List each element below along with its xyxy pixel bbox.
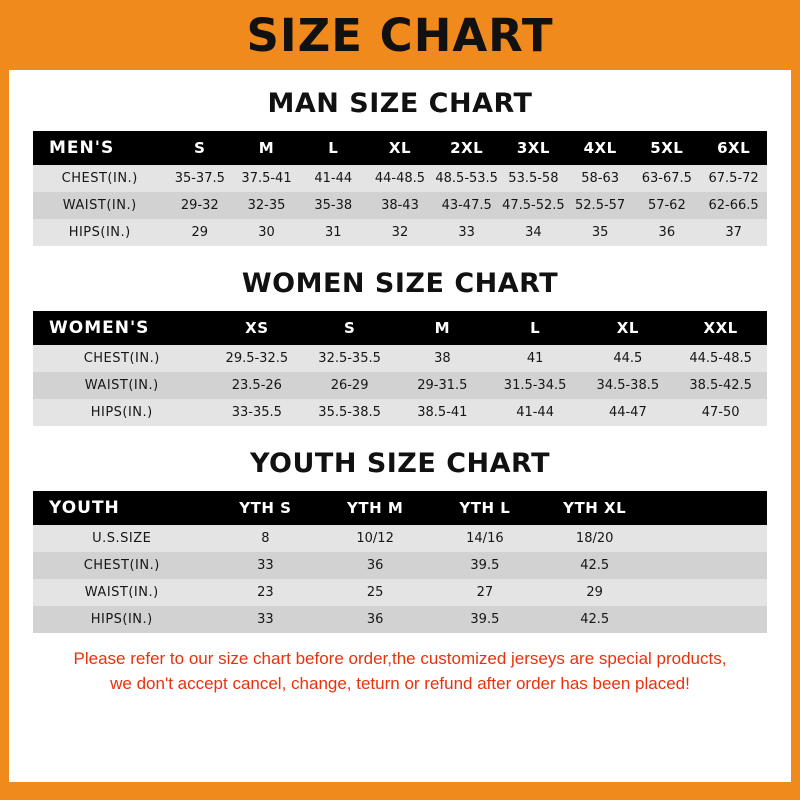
table-row bbox=[33, 399, 767, 426]
man-row2-cell7: 35 bbox=[567, 219, 634, 246]
women-header-cell-2: S bbox=[303, 311, 396, 345]
man-row0-cell1: 35-37.5 bbox=[166, 165, 233, 192]
man-row0-cell5: 48.5-53.5 bbox=[433, 165, 500, 192]
man-row0-cell6: 53.5-58 bbox=[500, 165, 567, 192]
table-row bbox=[33, 552, 767, 579]
youth-size-table bbox=[33, 491, 767, 633]
man-header-cell-7: 4XL bbox=[567, 131, 634, 165]
man-table-header bbox=[33, 131, 767, 165]
youth-header-cell-2: YTH M bbox=[320, 491, 430, 525]
women-row0-cell2: 32.5-35.5 bbox=[303, 345, 396, 372]
man-row1-cell6: 47.5-52.5 bbox=[500, 192, 567, 219]
table-row bbox=[33, 579, 767, 606]
table-row bbox=[33, 606, 767, 633]
chart-content bbox=[9, 70, 791, 782]
youth-row0-cell3: 14/16 bbox=[430, 525, 540, 552]
man-row2-cell2: 30 bbox=[233, 219, 300, 246]
table-row bbox=[33, 165, 767, 192]
youth-row3-cell4: 42.5 bbox=[540, 606, 650, 633]
man-row0-cell9: 67.5-72 bbox=[700, 165, 767, 192]
man-header-cell-5: 2XL bbox=[433, 131, 500, 165]
man-row1-cell7: 52.5-57 bbox=[567, 192, 634, 219]
women-header-cell-5: XL bbox=[581, 311, 674, 345]
youth-row1-cell1: 33 bbox=[210, 552, 320, 579]
man-row1-cell1: 29-32 bbox=[166, 192, 233, 219]
table-row bbox=[33, 345, 767, 372]
man-header-cell-2: M bbox=[233, 131, 300, 165]
women-row2-cell5: 44-47 bbox=[581, 399, 674, 426]
man-row0-cell7: 58-63 bbox=[567, 165, 634, 192]
man-row1-cell0: WAIST(IN.) bbox=[33, 192, 166, 219]
youth-table-body bbox=[33, 525, 767, 633]
women-table-header bbox=[33, 311, 767, 345]
man-header-cell-9: 6XL bbox=[700, 131, 767, 165]
table-header-row bbox=[33, 491, 767, 525]
women-row0-cell6: 44.5-48.5 bbox=[674, 345, 767, 372]
women-row0-cell0: CHEST(IN.) bbox=[33, 345, 210, 372]
youth-row2-spacer bbox=[650, 579, 767, 606]
youth-header-cell-1: YTH S bbox=[210, 491, 320, 525]
order-notice-line-2: we don't accept cancel, change, teturn or refund after order has been placed! bbox=[110, 673, 690, 693]
youth-row3-cell2: 36 bbox=[320, 606, 430, 633]
youth-row1-cell0: CHEST(IN.) bbox=[33, 552, 210, 579]
women-section-title: WOMEN SIZE CHART bbox=[241, 268, 559, 299]
women-row0-cell4: 41 bbox=[489, 345, 582, 372]
youth-row1-cell4: 42.5 bbox=[540, 552, 650, 579]
women-row1-cell2: 26-29 bbox=[303, 372, 396, 399]
man-row2-cell6: 34 bbox=[500, 219, 567, 246]
man-row0-cell4: 44-48.5 bbox=[367, 165, 434, 192]
man-row2-cell9: 37 bbox=[700, 219, 767, 246]
youth-table-header bbox=[33, 491, 767, 525]
women-row1-cell4: 31.5-34.5 bbox=[489, 372, 582, 399]
youth-row2-cell2: 25 bbox=[320, 579, 430, 606]
women-row1-cell0: WAIST(IN.) bbox=[33, 372, 210, 399]
women-row0-cell5: 44.5 bbox=[581, 345, 674, 372]
youth-row0-cell4: 18/20 bbox=[540, 525, 650, 552]
man-row0-cell2: 37.5-41 bbox=[233, 165, 300, 192]
bottom-accent-bar bbox=[9, 782, 791, 800]
youth-row3-cell3: 39.5 bbox=[430, 606, 540, 633]
women-row2-cell6: 47-50 bbox=[674, 399, 767, 426]
man-header-cell-1: S bbox=[166, 131, 233, 165]
page-banner bbox=[9, 0, 791, 70]
women-row0-cell3: 38 bbox=[396, 345, 489, 372]
youth-header-cell-3: YTH L bbox=[430, 491, 540, 525]
table-header-row bbox=[33, 131, 767, 165]
man-row1-cell2: 32-35 bbox=[233, 192, 300, 219]
youth-row0-cell1: 8 bbox=[210, 525, 320, 552]
women-row2-cell3: 38.5-41 bbox=[396, 399, 489, 426]
youth-row1-cell2: 36 bbox=[320, 552, 430, 579]
man-header-cell-4: XL bbox=[367, 131, 434, 165]
man-size-table bbox=[33, 131, 767, 246]
women-row2-cell2: 35.5-38.5 bbox=[303, 399, 396, 426]
youth-row2-cell0: WAIST(IN.) bbox=[33, 579, 210, 606]
women-header-cell-4: L bbox=[489, 311, 582, 345]
youth-row2-cell1: 23 bbox=[210, 579, 320, 606]
women-header-cell-1: XS bbox=[210, 311, 303, 345]
man-table-body bbox=[33, 165, 767, 246]
man-header-cell-6: 3XL bbox=[500, 131, 567, 165]
youth-row3-spacer bbox=[650, 606, 767, 633]
youth-row0-cell2: 10/12 bbox=[320, 525, 430, 552]
women-row0-cell1: 29.5-32.5 bbox=[210, 345, 303, 372]
man-row0-cell0: CHEST(IN.) bbox=[33, 165, 166, 192]
table-row bbox=[33, 372, 767, 399]
youth-header-cell-4: YTH XL bbox=[540, 491, 650, 525]
man-row2-cell0: HIPS(IN.) bbox=[33, 219, 166, 246]
youth-row3-cell0: HIPS(IN.) bbox=[33, 606, 210, 633]
youth-section-title: YOUTH SIZE CHART bbox=[249, 448, 551, 479]
women-header-cell-3: M bbox=[396, 311, 489, 345]
man-header-cell-0: MEN'S bbox=[33, 131, 166, 165]
man-row1-cell4: 38-43 bbox=[367, 192, 434, 219]
man-row1-cell9: 62-66.5 bbox=[700, 192, 767, 219]
table-row bbox=[33, 219, 767, 246]
youth-header-cell-0: YOUTH bbox=[33, 491, 210, 525]
women-header-cell-0: WOMEN'S bbox=[33, 311, 210, 345]
women-row2-cell1: 33-35.5 bbox=[210, 399, 303, 426]
youth-row1-spacer bbox=[650, 552, 767, 579]
women-row2-cell0: HIPS(IN.) bbox=[33, 399, 210, 426]
youth-row0-cell0: U.S.SIZE bbox=[33, 525, 210, 552]
man-row2-cell8: 36 bbox=[633, 219, 700, 246]
man-row0-cell8: 63-67.5 bbox=[633, 165, 700, 192]
man-section-title: MAN SIZE CHART bbox=[267, 88, 533, 119]
man-row0-cell3: 41-44 bbox=[300, 165, 367, 192]
women-row1-cell3: 29-31.5 bbox=[396, 372, 489, 399]
women-row2-cell4: 41-44 bbox=[489, 399, 582, 426]
man-row2-cell1: 29 bbox=[166, 219, 233, 246]
table-row bbox=[33, 192, 767, 219]
order-notice-line-1: Please refer to our size chart before order,the customized jerseys are special products, bbox=[73, 649, 727, 668]
table-header-row bbox=[33, 311, 767, 345]
man-row2-cell3: 31 bbox=[300, 219, 367, 246]
women-row1-cell6: 38.5-42.5 bbox=[674, 372, 767, 399]
man-header-cell-8: 5XL bbox=[633, 131, 700, 165]
youth-row1-cell3: 39.5 bbox=[430, 552, 540, 579]
youth-row0-spacer bbox=[650, 525, 767, 552]
man-header-cell-3: L bbox=[300, 131, 367, 165]
man-row1-cell3: 35-38 bbox=[300, 192, 367, 219]
table-row bbox=[33, 525, 767, 552]
page-title: SIZE CHART bbox=[246, 8, 554, 62]
man-row2-cell5: 33 bbox=[433, 219, 500, 246]
man-row2-cell4: 32 bbox=[367, 219, 434, 246]
youth-header-spacer bbox=[650, 491, 767, 525]
man-row1-cell5: 43-47.5 bbox=[433, 192, 500, 219]
order-notice bbox=[33, 633, 767, 706]
women-table-body bbox=[33, 345, 767, 426]
women-header-cell-6: XXL bbox=[674, 311, 767, 345]
youth-row2-cell4: 29 bbox=[540, 579, 650, 606]
youth-row2-cell3: 27 bbox=[430, 579, 540, 606]
women-row1-cell5: 34.5-38.5 bbox=[581, 372, 674, 399]
youth-row3-cell1: 33 bbox=[210, 606, 320, 633]
women-row1-cell1: 23.5-26 bbox=[210, 372, 303, 399]
women-size-table bbox=[33, 311, 767, 426]
man-row1-cell8: 57-62 bbox=[633, 192, 700, 219]
